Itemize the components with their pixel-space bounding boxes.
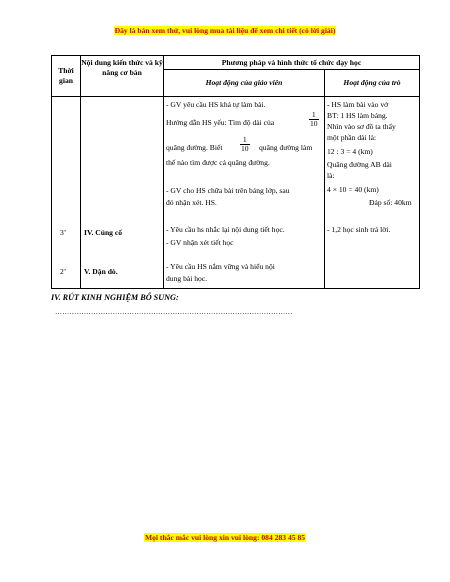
header-row	[52, 56, 420, 70]
header-student-activity: Hoạt động của trò	[325, 70, 420, 97]
dotted-line: ………………………………………………………………………………………	[55, 308, 293, 316]
lesson-plan-table	[51, 55, 420, 289]
header-method: Phương pháp và hình thức tổ chức dạy học	[164, 56, 420, 70]
student-line-4: một phần dài là:	[327, 133, 377, 142]
preview-banner	[0, 26, 450, 35]
teacher-line-8: - GV nhận xét tiết học	[166, 238, 234, 247]
header-time: Thời gian	[52, 56, 81, 97]
teacher-line-4: thế nào tìm được cả quãng đường.	[166, 158, 270, 167]
fraction-numerator-2: 1	[240, 136, 250, 145]
student-line-8: 4 × 10 = 40 (km)	[327, 185, 379, 194]
content-cell	[81, 97, 164, 289]
fraction-numerator: 1	[309, 111, 319, 120]
teacher-line-10: dung bài học.	[166, 274, 208, 283]
header-content: Nội dung kiến thức và kỹ năng cơ bản	[81, 56, 164, 97]
teacher-line-9: - Yêu cầu HS nắm vững và hiểu nội	[166, 262, 275, 271]
student-line-5: 12 : 3 = 4 (km)	[327, 147, 373, 156]
teacher-line-1: - GV yêu cầu HS khá tự làm bài.	[166, 100, 266, 109]
teacher-line-5: - GV cho HS chữa bài trên bảng lớp, sau	[166, 186, 290, 195]
fraction-denominator-2: 10	[241, 144, 249, 153]
time-cell	[52, 97, 81, 289]
teacher-activity-cell	[164, 97, 325, 289]
student-line-3: Nhìn vào sơ đồ ta thấy	[327, 122, 396, 131]
content-dan-do: V. Dặn dò.	[84, 267, 118, 276]
student-line-9: Đáp số: 40km	[369, 198, 412, 207]
fraction-denominator: 10	[310, 119, 318, 128]
fraction-one-tenth	[309, 111, 319, 128]
fraction-one-tenth-2	[240, 136, 250, 153]
teacher-line-3b: quãng đường làm	[259, 143, 313, 152]
student-line-6: Quãng đường AB dài	[327, 160, 392, 169]
student-line-7: là:	[327, 171, 335, 180]
content-cung-co: IV. Củng cố	[84, 228, 123, 237]
time-dan-do: 2’	[60, 267, 67, 276]
teacher-line-3a: quãng đường. Biết	[166, 143, 223, 152]
teacher-line-6: đó nhận xét. HS.	[166, 198, 217, 207]
table-row	[52, 97, 420, 289]
teacher-line-7: - Yêu cầu hs nhắc lại nội dung tiết học.	[166, 225, 285, 234]
preview-banner-text: Đây là bản xem thử, vui lòng mua tài liệu để xem chi tiết (có lời giải)	[114, 26, 336, 35]
contact-footer-text: Mọi thắc mắc vui lòng xin vui lòng: 084 283 45 85	[144, 533, 306, 542]
contact-footer	[0, 533, 450, 542]
time-cung-co: 3’	[60, 228, 67, 237]
header-teacher-activity: Hoạt động của giáo viên	[164, 70, 325, 97]
section-title: IV. RÚT KINH NGHIỆM BỔ SUNG:	[51, 293, 179, 302]
student-line-10: - 1,2 học sinh trả lời.	[327, 225, 391, 234]
student-activity-cell	[325, 97, 420, 289]
teacher-line-2: Hướng dẫn HS yếu: Tìm độ dài của	[166, 118, 275, 127]
student-line-2: BT: 1 HS làm bảng.	[327, 111, 388, 120]
student-line-1: - HS làm bài vào vở	[327, 100, 389, 109]
